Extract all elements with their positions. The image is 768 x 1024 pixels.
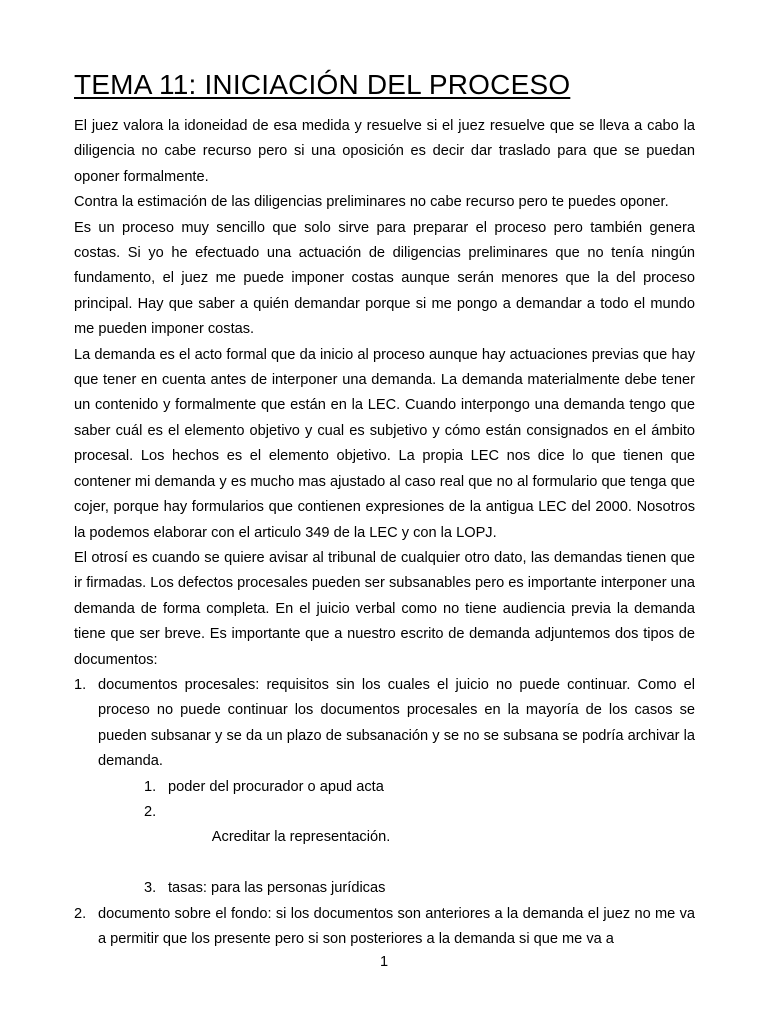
sublist-item-text: tasas: para las personas jurídicas <box>168 880 386 897</box>
sublist-item <box>98 800 695 876</box>
page-number: 1 <box>379 954 389 970</box>
paragraph: La demanda es el acto formal que da inicio al proceso aunque hay actuaciones previas que hay que tener en cuenta antes de interponer una demanda. La demanda materialmente debe tener un contenido y formalmente que están en la LEC. Cuando interpongo una demanda tengo que saber cuál es el elemento objetivo y cual es subjetivo y cómo están consignados en el ámbito procesal. Los hechos es el elemento objetivo. La propia LEC nos dice lo que tienen que contener mi demanda y es mucho mas ajustado al caso real que no al formulario que tenga que cojer, porque hay formularios que contienen expresiones de la antigua LEC del 2000. Nosotros la podemos elaborar con el articulo 349 de la LEC y con la LOPJ. <box>74 346 695 541</box>
paragraph: El juez valora la idoneidad de esa medida y resuelve si el juez resuelve que se lleva a cabo la diligencia no cabe recurso pero si una oposición es decir dar traslado para que se puedan oponer formalmente. <box>74 118 695 185</box>
document-types-list <box>74 673 695 952</box>
sublist-item-text: poder del procurador o apud acta <box>168 778 384 795</box>
list-item <box>74 673 695 902</box>
paragraph: Contra la estimación de las diligencias preliminares no cabe recurso pero te puedes oponer. <box>74 194 669 211</box>
sublist-item <box>98 775 695 800</box>
list-item-text: documentos procesales: requisitos sin los cuales el juicio no puede continuar. Como el proceso no puede continuar los documentos procesales en la mayoría de los casos se pueden subsanar y se da un plazo de subsanación y se no se subsana se podría archivar la demanda. <box>98 676 695 770</box>
sublist <box>98 775 695 902</box>
paragraph: El otrosí es cuando se quiere avisar al tribunal de cualquier otro dato, las demandas tienen que ir firmadas. Los defectos procesales pueden ser subsanables pero es importante interponer una demanda de forma completa. En el juicio verbal como no tiene audiencia previa la demanda tiene que ser breve. Es importante que a nuestro escrito de demanda adjuntemos dos tipos de documentos: <box>74 549 695 668</box>
list-item-text: documento sobre el fondo: si los documentos son anteriores a la demanda el juez no me va a permitir que los presente pero si son posteriores a la demanda si que me va a <box>98 905 695 947</box>
sublist-item-number: 3. <box>144 880 157 897</box>
list-item-number: 1. <box>74 676 87 693</box>
list-item <box>74 902 695 953</box>
document-page <box>74 68 695 952</box>
sublist-item-text: Acreditar la representación. <box>208 829 391 846</box>
list-item-number: 2. <box>74 905 87 922</box>
page-title: TEMA 11: INICIACIÓN DEL PROCESO <box>74 69 571 100</box>
sublist-item-number: 2. <box>144 803 157 820</box>
sublist-item-number: 1. <box>144 778 157 795</box>
sublist-item <box>98 876 695 901</box>
paragraph: Es un proceso muy sencillo que solo sirve para preparar el proceso pero también genera costas. Si yo he efectuado una actuación de diligencias preliminares que no tenía ningún fundamento, el juez me puede imponer costas aunque serán menores que la del proceso principal. Hay que saber a quién demandar porque si me pongo a demandar a todo el mundo me pueden imponer costas. <box>74 219 695 338</box>
